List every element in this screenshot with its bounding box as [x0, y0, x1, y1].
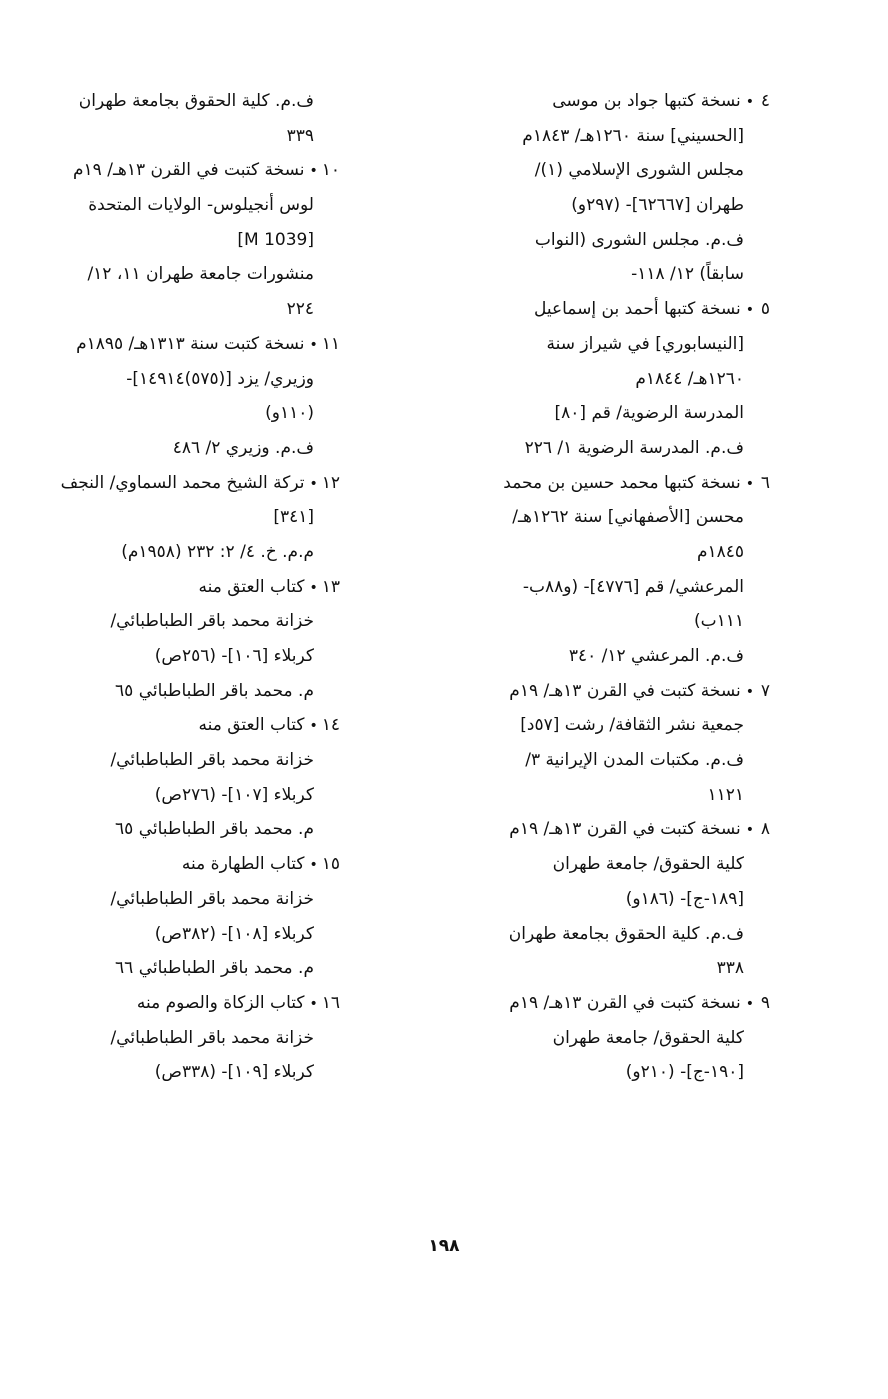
entry-heading-line [425, 812, 770, 847]
catalog-entry [0, 153, 340, 326]
entry-number: ١٤ [321, 715, 340, 736]
catalog-entry [0, 84, 340, 153]
catalog-entry [0, 466, 340, 570]
entry-line: محسن [الأصفهاني] سنة ١٢٦٢هـ/ [512, 507, 744, 528]
entry-line: م. محمد باقر الطباطبائي ٦٦ [115, 958, 314, 979]
bullet-icon: • [309, 163, 318, 180]
entry-line: ف.م. كلية الحقوق بجامعة طهران [78, 91, 314, 111]
entry-number: ٦ [760, 472, 770, 493]
catalog-entry [0, 986, 340, 1090]
entry-line: خزانة محمد باقر الطباطبائي/ [110, 888, 314, 909]
entry-line: ٣٣٩ [286, 125, 314, 146]
entry-line-text: نسخة كتبت في القرن ١٣هـ/ ١٩م [73, 160, 305, 181]
entry-line-text: نسخة كتبت في القرن ١٣هـ/ ١٩م [509, 680, 741, 701]
entry-line: م. محمد باقر الطباطبائي ٦٥ [115, 819, 314, 840]
page-number: ١٩٨ [428, 1236, 460, 1256]
catalog-entry [0, 708, 340, 847]
entry-line: م.م. خ. ٤/ ٢: ٢٣٢ (١٩٥٨م) [121, 541, 314, 562]
entry-line: ف.م. مجلس الشورى (النواب [534, 229, 744, 250]
entry-line: جمعية نشر الثقافة/ رشت [٥٧د] [520, 715, 744, 736]
entry-number: ٧ [760, 680, 770, 701]
entry-line: ٢٢٤ [286, 299, 314, 320]
entry-number: ٨ [760, 819, 770, 840]
entry-line: كلية الحقوق/ جامعة طهران [552, 854, 744, 875]
entry-number: ٩ [760, 992, 770, 1013]
bullet-icon: • [309, 579, 318, 596]
entry-line-text: نسخة كتبت في القرن ١٣هـ/ ١٩م [509, 819, 741, 840]
entry-line: طهران [٦٢٦٦٧]- (٢٩٧و) [571, 195, 744, 216]
entry-line: (١١٠و) [265, 403, 314, 424]
entry-heading-line [0, 708, 340, 743]
entry-line: ١١٢١ [707, 784, 744, 805]
entry-line: ف.م. المرعشي ١٢/ ٣٤٠ [568, 646, 744, 666]
entry-line: خزانة محمد باقر الطباطبائي/ [110, 750, 314, 771]
entry-line-text: كتاب الزكاة والصوم منه [136, 992, 305, 1013]
entry-line: ١٨٤٥م [696, 541, 744, 562]
entry-line-text: نسخة كتبت سنة ١٣١٣هـ/ ١٨٩٥م [76, 333, 305, 354]
bullet-icon: • [745, 822, 754, 839]
bullet-icon: • [309, 995, 318, 1012]
entry-line: ٣٣٨ [716, 958, 744, 979]
entry-heading-line [425, 466, 770, 501]
entry-line: [١٩٠-ج]- (٢١٠و) [625, 1062, 744, 1083]
entry-line: [M 1039] [237, 229, 314, 250]
entry-heading-line [425, 84, 770, 119]
entry-line: خزانة محمد باقر الطباطبائي/ [110, 1027, 314, 1048]
entry-number: ١٥ [321, 854, 340, 875]
entry-heading-line [425, 986, 770, 1021]
entry-heading-line [425, 292, 770, 327]
catalog-entry [0, 847, 340, 986]
bullet-icon: • [745, 683, 754, 700]
entry-line: م. محمد باقر الطباطبائي ٦٥ [115, 680, 314, 701]
entry-number: ٥ [760, 299, 770, 320]
catalog-entry [0, 327, 340, 466]
entry-line: ف.م. مكتبات المدن الإيرانية ٣/ [525, 750, 744, 771]
entry-number: ٤ [760, 91, 770, 111]
bullet-icon: • [745, 94, 754, 110]
entry-line: [الحسيني] سنة ١٢٦٠هـ/ ١٨٤٣م [522, 125, 744, 146]
catalog-entry [425, 84, 770, 292]
entry-line-text: نسخة كتبها محمد حسين بن محمد [503, 472, 741, 493]
entry-line: [١٨٩-ج]- (١٨٦و) [625, 888, 744, 909]
entry-line: المرعشي/ قم [٤٧٧٦]- (و٨٨ب- [522, 576, 744, 597]
left-column [0, 84, 340, 1090]
entry-line: ف.م. وزيري ٢/ ٤٨٦ [172, 437, 314, 458]
entry-line: ١١١ب) [693, 611, 744, 632]
entry-line-text: كتاب الطهارة منه [181, 854, 305, 875]
catalog-entry [425, 674, 770, 813]
entry-line: كربلاء [١٠٩]- (٣٣٨ص) [154, 1062, 314, 1083]
entry-heading-line [0, 327, 340, 362]
entry-line-text: تركة الشيخ محمد السماوي/ النجف [60, 472, 305, 493]
entry-heading-line [0, 153, 340, 188]
entry-line: منشورات جامعة طهران ١١، ١٢/ [87, 264, 314, 285]
entry-line: كربلاء [١٠٧]- (٢٧٦ص) [154, 784, 314, 805]
entry-line: مجلس الشورى الإسلامي (١)/ [534, 160, 744, 181]
bullet-icon: • [745, 475, 754, 492]
entry-line: المدرسة الرضوية/ قم [٨٠] [554, 403, 744, 424]
entry-line: ١٢٦٠هـ/ ١٨٤٤م [635, 368, 744, 389]
catalog-entry [425, 986, 770, 1090]
entry-line: وزيري/ يزد [(٥٧٥)١٤٩١٤]- [126, 368, 314, 389]
catalog-entry [0, 570, 340, 709]
entry-heading-line [425, 674, 770, 709]
entry-number: ١٦ [321, 992, 340, 1013]
entry-number: ١٣ [321, 576, 340, 597]
catalog-entry [425, 292, 770, 465]
entry-line-text: نسخة كتبها أحمد بن إسماعيل [533, 299, 741, 320]
entry-line-text: نسخة كتبت في القرن ١٣هـ/ ١٩م [509, 992, 741, 1013]
bullet-icon: • [745, 995, 754, 1012]
right-column [425, 84, 770, 1090]
bullet-icon: • [309, 475, 318, 492]
entry-heading-line [0, 847, 340, 882]
entry-line: لوس أنجيلوس- الولايات المتحدة [88, 195, 314, 216]
entry-line-text: كتاب العتق منه [198, 715, 305, 736]
entry-line: كربلاء [١٠٦]- (٢٥٦ص) [154, 646, 314, 666]
entry-line: كربلاء [١٠٨]- (٣٨٢ص) [154, 923, 314, 944]
entry-line: ف.م. المدرسة الرضوية ١/ ٢٢٦ [524, 437, 744, 458]
bullet-icon: • [745, 302, 754, 319]
entry-heading-line [0, 570, 340, 605]
entry-line: [٣٤١] [273, 507, 314, 528]
entry-line-text: نسخة كتبها جواد بن موسى [552, 91, 741, 111]
entry-number: ١١ [321, 333, 340, 354]
entry-line: كلية الحقوق/ جامعة طهران [552, 1027, 744, 1048]
entry-heading-line [0, 466, 340, 501]
entry-line-text: كتاب العتق منه [198, 576, 305, 597]
entry-line: [النيسابوري] في شيراز سنة [546, 333, 744, 354]
entry-number: ١٢ [321, 472, 340, 493]
catalog-entry [425, 812, 770, 985]
bullet-icon: • [309, 718, 318, 735]
entry-heading-line [0, 986, 340, 1021]
bullet-icon: • [309, 336, 318, 353]
entry-line: سابقاً) ١٢/ ١١٨- [631, 264, 744, 285]
entry-number: ١٠ [321, 160, 340, 181]
entry-line: خزانة محمد باقر الطباطبائي/ [110, 611, 314, 632]
entry-line: ف.م. كلية الحقوق بجامعة طهران [508, 923, 744, 944]
bullet-icon: • [309, 857, 318, 874]
catalog-entry [425, 466, 770, 674]
